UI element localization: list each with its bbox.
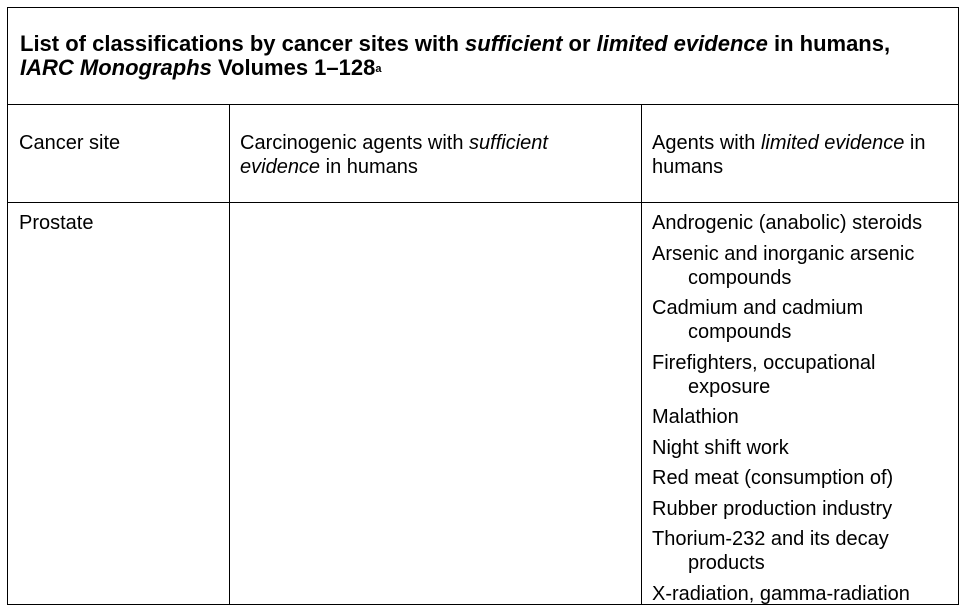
header-limited-prefix: Agents with	[652, 132, 761, 154]
list-item: Arsenic and inorganic arsenic compounds	[652, 242, 915, 289]
list-item: Night shift work	[652, 436, 789, 459]
table-title	[20, 32, 940, 84]
title-text-1: List of classifications by cancer sites with	[20, 31, 466, 56]
title-emphasis-monographs: IARC Monographs	[20, 55, 212, 80]
header-cancer-site: Cancer site	[19, 132, 121, 154]
column-divider-1	[229, 105, 230, 605]
list-item: Androgenic (anabolic) steroids	[652, 212, 923, 234]
title-text-3: in humans,	[767, 31, 891, 56]
limited-evidence-list	[652, 211, 952, 612]
title-footnote-mark: a	[375, 63, 382, 75]
title-emphasis-limited: limited evidence	[596, 31, 768, 56]
title-emphasis-sufficient: sufficient	[465, 31, 563, 56]
header-sufficient-emphasis: sufficient evidence	[240, 132, 548, 178]
table-row-site: Prostate	[19, 212, 94, 234]
header-sufficient-suffix: in humans	[320, 156, 418, 178]
list-item: Firefighters, occupational exposure	[652, 351, 876, 398]
table-title-row	[8, 8, 958, 105]
column-divider-2	[641, 105, 642, 605]
header-sufficient-prefix: Carcinogenic agents with	[240, 132, 470, 154]
list-item: Cadmium and cadmium compounds	[652, 297, 864, 343]
header-divider	[8, 202, 958, 203]
header-sufficient-evidence	[240, 131, 620, 179]
title-text-4: Volumes 1–128	[211, 55, 376, 80]
list-item: Rubber production industry	[652, 497, 893, 520]
list-item: Malathion	[652, 406, 739, 428]
list-item: Thorium-232 and its decay products	[652, 528, 889, 574]
list-item: X-radiation, gamma-radiation	[652, 582, 910, 605]
header-limited-evidence	[652, 131, 952, 179]
classification-table	[7, 7, 959, 605]
list-item: Red meat (consumption of)	[652, 467, 894, 489]
header-limited-emphasis: limited evidence	[760, 132, 905, 154]
title-text-2: or	[562, 31, 597, 56]
header-limited-suffix: in humans	[652, 132, 926, 178]
